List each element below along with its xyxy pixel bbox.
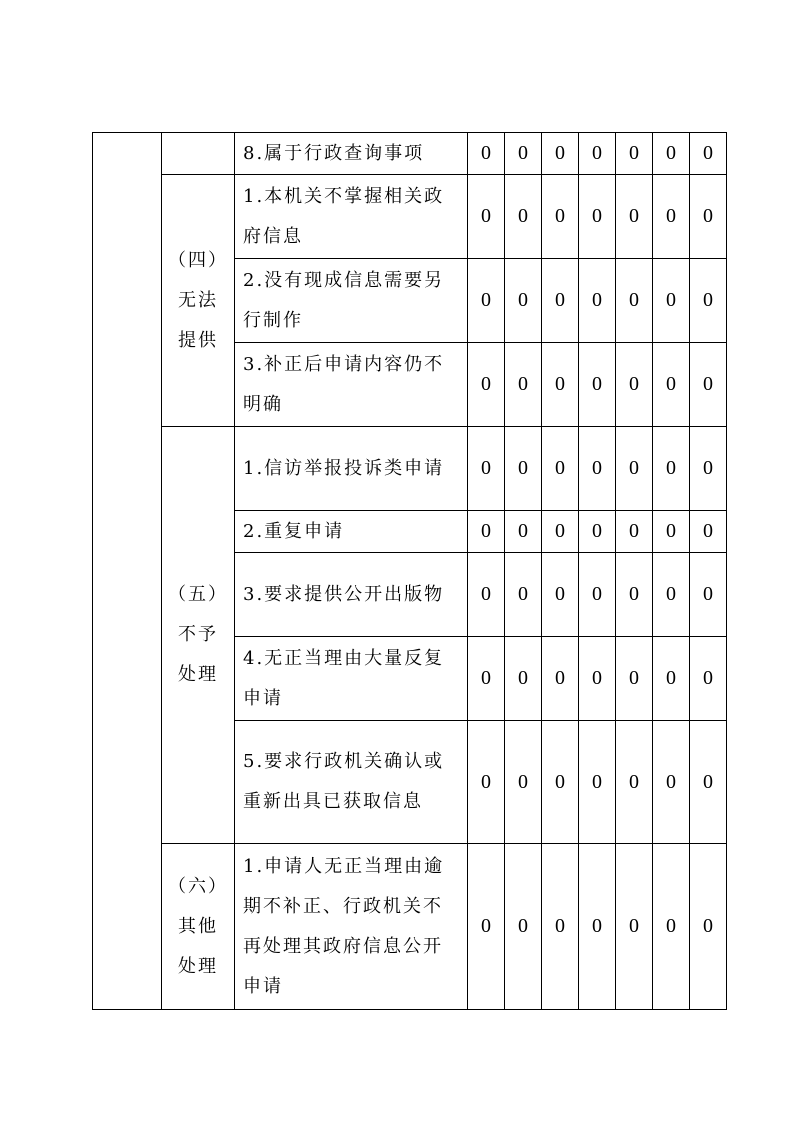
category-line: （四）: [168, 249, 228, 271]
item-label: 1.本机关不掌握相关政府信息: [235, 175, 468, 259]
value-cell: 0: [468, 844, 505, 1010]
value-cell: 0: [690, 427, 727, 511]
item-label: 3.补正后申请内容仍不明确: [235, 343, 468, 427]
value-cell: 0: [653, 637, 690, 721]
value-cell: 0: [505, 553, 542, 637]
category-cell: [162, 133, 235, 175]
value-cell: 0: [579, 511, 616, 553]
value-cell: 0: [579, 844, 616, 1010]
value-cell: 0: [690, 343, 727, 427]
value-cell: 0: [579, 259, 616, 343]
value-cell: 0: [653, 133, 690, 175]
value-cell: 0: [690, 511, 727, 553]
value-cell: 0: [690, 553, 727, 637]
value-cell: 0: [579, 343, 616, 427]
category-cell: [162, 175, 235, 427]
value-cell: 0: [542, 721, 579, 844]
value-cell: 0: [505, 721, 542, 844]
value-cell: 0: [468, 343, 505, 427]
value-cell: 0: [616, 637, 653, 721]
value-cell: 0: [616, 844, 653, 1010]
item-label: 2.没有现成信息需要另行制作: [235, 259, 468, 343]
value-cell: 0: [690, 721, 727, 844]
value-cell: 0: [690, 175, 727, 259]
value-cell: 0: [505, 259, 542, 343]
category-line: 提供: [178, 329, 218, 351]
value-cell: 0: [542, 637, 579, 721]
value-cell: 0: [468, 721, 505, 844]
item-label: 5.要求行政机关确认或重新出具已获取信息: [235, 721, 468, 844]
value-cell: 0: [468, 133, 505, 175]
value-cell: 0: [616, 427, 653, 511]
value-cell: 0: [468, 259, 505, 343]
value-cell: 0: [579, 427, 616, 511]
value-cell: 0: [690, 637, 727, 721]
category-cell: [162, 427, 235, 844]
value-cell: 0: [690, 133, 727, 175]
category-line: 无法: [178, 289, 218, 311]
outer-category-cell: [93, 133, 162, 1010]
table-row: [93, 133, 727, 175]
value-cell: 0: [579, 175, 616, 259]
value-cell: 0: [653, 427, 690, 511]
table-row: [93, 427, 727, 511]
value-cell: 0: [616, 133, 653, 175]
item-label: 4.无正当理由大量反复申请: [235, 637, 468, 721]
value-cell: 0: [505, 343, 542, 427]
value-cell: 0: [542, 427, 579, 511]
category-line: 处理: [178, 664, 218, 685]
value-cell: 0: [653, 844, 690, 1010]
value-cell: 0: [542, 133, 579, 175]
category-line: （五）: [168, 584, 228, 605]
value-cell: 0: [468, 553, 505, 637]
value-cell: 0: [468, 511, 505, 553]
value-cell: 0: [542, 553, 579, 637]
value-cell: 0: [579, 637, 616, 721]
category-line: 不予: [178, 624, 218, 645]
table-row: [93, 844, 727, 1010]
value-cell: 0: [690, 844, 727, 1010]
category-line: （六）: [168, 875, 228, 897]
value-cell: 0: [505, 511, 542, 553]
value-cell: 0: [579, 133, 616, 175]
value-cell: 0: [505, 133, 542, 175]
value-cell: 0: [616, 343, 653, 427]
value-cell: 0: [579, 721, 616, 844]
value-cell: 0: [616, 721, 653, 844]
value-cell: 0: [616, 553, 653, 637]
item-label: 8.属于行政查询事项: [235, 133, 468, 175]
value-cell: 0: [653, 511, 690, 553]
value-cell: 0: [505, 844, 542, 1010]
value-cell: 0: [505, 427, 542, 511]
item-label: 1.信访举报投诉类申请: [235, 427, 468, 511]
value-cell: 0: [653, 259, 690, 343]
value-cell: 0: [505, 175, 542, 259]
table-row: [93, 175, 727, 259]
statistics-table: [92, 132, 727, 1010]
value-cell: 0: [579, 553, 616, 637]
value-cell: 0: [505, 637, 542, 721]
value-cell: 0: [653, 721, 690, 844]
value-cell: 0: [542, 844, 579, 1010]
category-line: 处理: [178, 955, 218, 977]
item-label: 3.要求提供公开出版物: [235, 553, 468, 637]
value-cell: 0: [653, 553, 690, 637]
value-cell: 0: [616, 511, 653, 553]
category-line: 其他: [178, 915, 218, 937]
value-cell: 0: [468, 637, 505, 721]
value-cell: 0: [653, 175, 690, 259]
value-cell: 0: [468, 175, 505, 259]
value-cell: 0: [616, 259, 653, 343]
value-cell: 0: [653, 343, 690, 427]
item-label: 2.重复申请: [235, 511, 468, 553]
value-cell: 0: [616, 175, 653, 259]
category-cell: [162, 844, 235, 1010]
value-cell: 0: [690, 259, 727, 343]
value-cell: 0: [468, 427, 505, 511]
value-cell: 0: [542, 511, 579, 553]
value-cell: 0: [542, 175, 579, 259]
item-label: 1.申请人无正当理由逾期不补正、行政机关不再处理其政府信息公开申请: [235, 844, 468, 1010]
value-cell: 0: [542, 343, 579, 427]
value-cell: 0: [542, 259, 579, 343]
